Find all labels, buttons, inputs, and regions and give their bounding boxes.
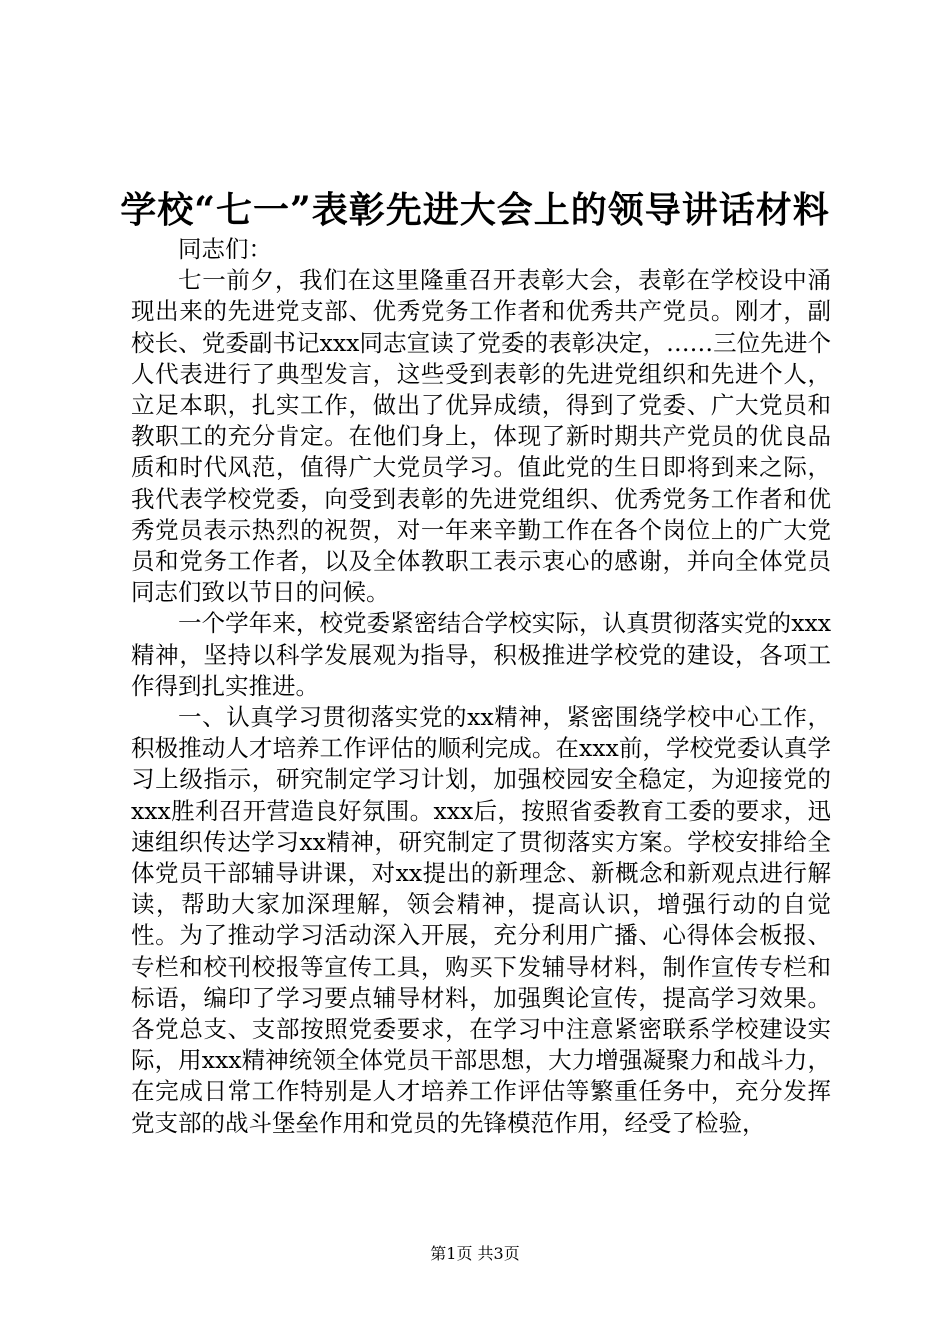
- document-title: 学校“七一”表彰先进大会上的领导讲话材料: [120, 189, 830, 231]
- document-body: [131, 234, 831, 1139]
- page-number: 第1页 共3页: [430, 1244, 520, 1263]
- salutation: 同志们：: [178, 235, 272, 263]
- paragraph: 七一前夕，我们在这里隆重召开表彰大会，表彰在学校设中涌现出来的先进党支部、优秀党务工作者和优秀共产党员。刚才，副校长、党委副书记xxx同志宣读了党委的表彰决定，……三位先进个人代表进行了典型发言，这些受到表彰的先进党组织和先进个人，立足本职，扎实工作，做出了优异成绩，得到了党委、广大党员和教职工的充分肯定。在他们身上，体现了新时期共产党员的优良品质和时代风范，值得广大党员学习。值此党的生日即将到来之际，我代表学校党委，向受到表彰的先进党组织、优秀党务工作者和优秀党员表示热烈的祝贺，对一年来辛勤工作在各个岗位上的广大党员和党务工作者，以及全体教职工表示衷心的感谢，并向全体党员同志们致以节日的问候。: [131, 266, 831, 607]
- paragraph: 一个学年来，校党委紧密结合学校实际，认真贯彻落实党的xxx精神，坚持以科学发展观为指导，积极推进学校党的建设，各项工作得到扎实推进。: [131, 609, 831, 700]
- paragraph: 一、认真学习贯彻落实党的xx精神，紧密围绕学校中心工作，积极推动人才培养工作评估的顺利完成。在xxx前，学校党委认真学习上级指示，研究制定学习计划，加强校园安全稳定，为迎接党的xxx胜利召开营造良好氛围。xxx后，按照省委教育工委的要求，迅速组织传达学习xx精神，研究制定了贯彻落实方案。学校安排给全体党员干部辅导讲课，对xx提出的新理念、新概念和新观点进行解读，帮助大家加深理解，领会精神，提高认识，增强行动的自觉性。为了推动学习活动深入开展，充分利用广播、心得体会板报、专栏和校刊校报等宣传工具，购买下发辅导材料，制作宣传专栏和标语，编印了学习要点辅导材料，加强舆论宣传，提高学习效果。各党总支、支部按照党委要求，在学习中注意紧密联系学校建设实际，用xxx精神统领全体党员干部思想，大力增强凝聚力和战斗力，在完成日常工作特别是人才培养工作评估等繁重任务中，充分发挥党支部的战斗堡垒作用和党员的先锋模范作用，经受了检验，: [131, 703, 831, 1137]
